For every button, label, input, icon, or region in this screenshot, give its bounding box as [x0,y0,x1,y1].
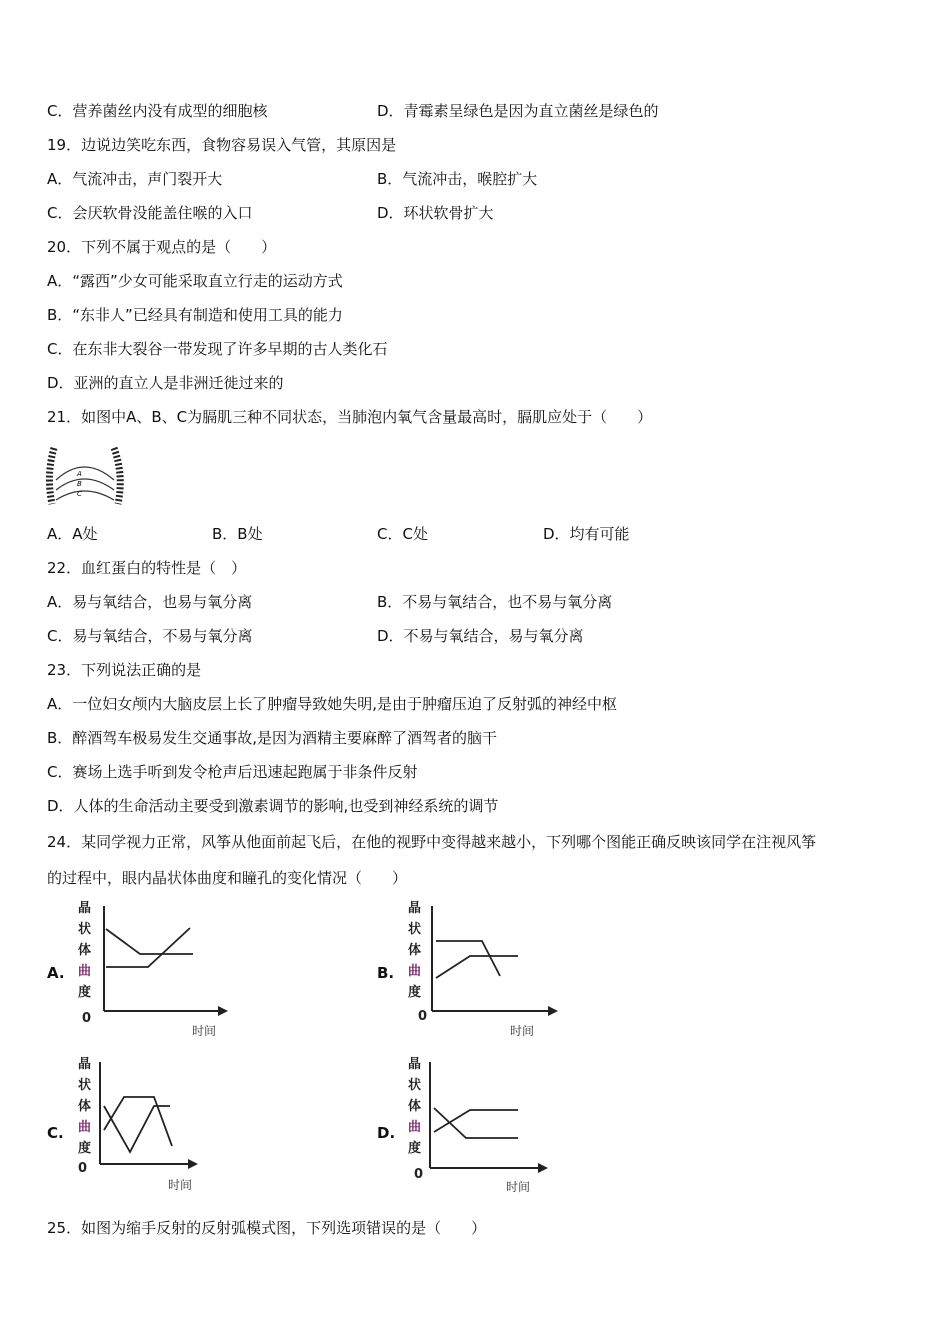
y-axis-char: 体 [408,1099,422,1114]
y-axis-char: 曲 [78,964,92,979]
y-axis-char: 状 [78,922,92,937]
q20-option-b: B．“东非人”已经具有制造和使用工具的能力 [47,306,343,324]
q22-option-b: B．不易与氧结合，也不易与氧分离 [377,593,613,611]
y-axis-char: 体 [78,1099,92,1114]
x-axis-label: 时间 [506,1180,531,1194]
q21-option-c: C．C处 [377,525,428,543]
y-axis-char: 晶 [78,901,92,916]
q24-option-d-label: D. [377,1124,396,1142]
q22-option-a: A．易与氧结合，也易与氧分离 [47,593,253,611]
q18-option-d: D．青霉素呈绿色是因为直立菌丝是绿色的 [377,102,659,120]
q19-stem: 19．边说边笑吃东西，食物容易误入气管，其原因是 [47,136,397,154]
y-axis-char: 晶 [408,901,422,916]
q23-option-d: D．人体的生命活动主要受到激素调节的影响,也受到神经系统的调节 [47,797,499,815]
q20-option-c: C．在东非大裂谷一带发现了许多早期的古人类化石 [47,340,388,358]
y-axis-char: 曲 [408,964,422,979]
curve-1 [106,929,193,954]
curve-2 [436,956,518,978]
q24-stem-line1: 24．某同学视力正常，风筝从他面前起飞后，在他的视野中变得越来越小，下列哪个图能正确反映该同学在注视风筝 [47,833,817,851]
y-axis-char: 体 [78,943,92,958]
x-axis-label: 时间 [192,1024,217,1038]
y-axis-char: 曲 [78,1120,92,1135]
diaphragm-figure [44,440,126,510]
y-axis-char: 状 [408,922,422,937]
q19-option-c: C．会厌软骨没能盖住喉的入口 [47,204,253,222]
right-ribcage [114,448,120,504]
q22-option-d: D．不易与氧结合，易与氧分离 [377,627,584,645]
x-axis-arrow [188,1159,198,1169]
y-axis-char: 晶 [408,1057,422,1072]
left-ribcage [49,448,54,504]
x-axis-label: 时间 [168,1178,193,1192]
q21-option-b: B．B处 [212,525,263,543]
q22-option-c: C．易与氧结合，不易与氧分离 [47,627,253,645]
y-axis-char: 晶 [78,1057,92,1072]
y-axis-char: 状 [78,1078,92,1093]
diaphragm-label-b: B [77,480,82,488]
y-axis-char: 曲 [408,1120,422,1135]
origin-label: 0 [78,1161,88,1176]
q25-stem: 25．如图为缩手反射的反射弧模式图，下列选项错误的是（ ） [47,1219,487,1237]
x-axis-arrow [538,1163,548,1173]
y-axis-char: 体 [408,943,422,958]
q20-stem: 20．下列不属于观点的是（ ） [47,238,277,256]
q19-option-b: B．气流冲击，喉腔扩大 [377,170,538,188]
y-axis-char: 度 [78,1141,92,1156]
diaphragm-label-a: A [77,470,82,478]
diaphragm-state-c [56,491,114,500]
curve-1 [434,1108,518,1138]
q18-option-c: C．营养菌丝内没有成型的细胞核 [47,102,268,120]
q20-option-d: D．亚洲的直立人是非洲迁徙过来的 [47,374,284,392]
origin-label: 0 [418,1009,428,1024]
diaphragm-label-c: C [77,490,82,498]
x-axis-arrow [548,1006,558,1016]
q24-option-c-label: C. [47,1124,64,1142]
origin-label: 0 [414,1167,424,1182]
origin-label: 0 [82,1011,92,1026]
q24-graph-c [68,1052,238,1197]
diaphragm-state-b [56,479,114,490]
q23-option-a: A．一位妇女颅内大脑皮层上长了肿瘤导致她失明,是由于肿瘤压迫了反射弧的神经中枢 [47,695,618,713]
q24-graph-b [398,896,568,1041]
y-axis-char: 度 [408,1141,422,1156]
q22-stem: 22．血红蛋白的特性是（ ） [47,559,247,577]
q24-option-a-label: A. [47,964,65,982]
q20-option-a: A．“露西”少女可能采取直立行走的运动方式 [47,272,343,290]
q19-option-a: A．气流冲击，声门裂开大 [47,170,223,188]
q23-stem: 23．下列说法正确的是 [47,661,202,679]
y-axis-char: 状 [408,1078,422,1093]
q24-option-b-label: B. [377,964,395,982]
x-axis-label: 时间 [510,1024,535,1038]
x-axis-arrow [218,1006,228,1016]
q23-option-c: C．赛场上选手听到发令枪声后迅速起跑属于非条件反射 [47,763,418,781]
y-axis-char: 度 [78,985,92,1000]
y-axis-char: 度 [408,985,422,1000]
q21-option-d: D．均有可能 [543,525,630,543]
diaphragm-state-a [56,467,114,480]
q21-stem: 21．如图中A、B、C为膈肌三种不同状态，当肺泡内氧气含量最高时，膈肌应处于（ ） [47,408,653,426]
q21-option-a: A．A处 [47,525,98,543]
q23-option-b: B．醉酒驾车极易发生交通事故,是因为酒精主要麻醉了酒驾者的脑干 [47,729,498,747]
curve-1 [104,1097,172,1146]
q24-graph-d [398,1052,568,1197]
q24-graph-a [68,896,238,1041]
q19-option-d: D．环状软骨扩大 [377,204,494,222]
curve-2 [106,928,190,967]
q24-stem-line2: 的过程中，眼内晶状体曲度和瞳孔的变化情况（ ） [47,869,408,887]
